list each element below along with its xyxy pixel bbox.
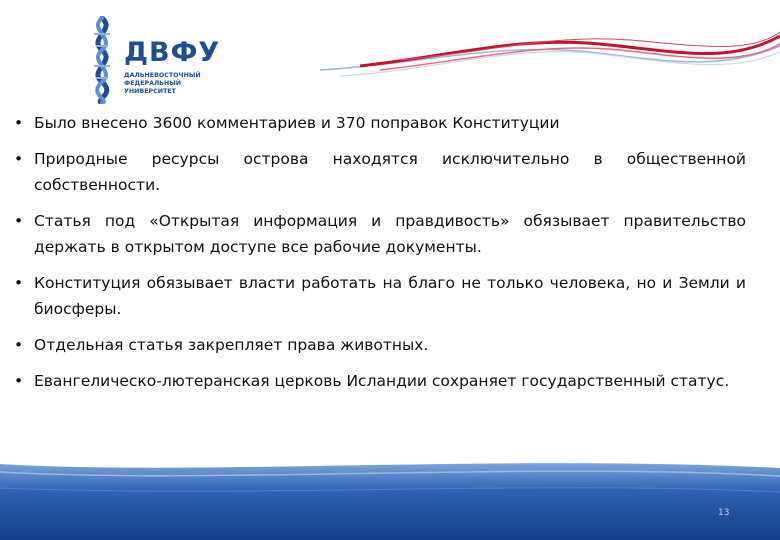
bullet-list [14,110,746,394]
bullet-dot-icon: • [14,114,24,132]
university-logo [80,16,220,106]
bullet-item [14,270,746,322]
bullet-text: Отдельная статья закрепляет права животных. [34,336,429,354]
logo-subtitle-line: УНИВЕРСИТЕТ [124,88,176,95]
bullet-item [14,146,746,198]
bullet-text: Природные ресурсы острова находятся исключительно в общественной собственности. [34,150,746,194]
bullet-text: Статья под «Открытая информация и правдивость» обязывает правительство держать в открытом доступе все рабочие документы. [34,212,746,256]
slide-content [14,110,746,404]
bullet-dot-icon: • [14,274,24,292]
bullet-text: Конституция обязывает власти работать на благо не только человека, но и Земли и биосферы. [34,274,746,318]
bullet-dot-icon: • [14,336,24,354]
logo-subtitle [124,72,220,96]
bullet-text: Евангелическо-лютеранская церковь Исландии сохраняет государственный статус. [34,372,730,390]
footer-band [0,458,780,540]
decorative-waves [300,30,780,90]
bullet-item [14,332,746,358]
logo-title: ДВФУ [124,37,221,68]
page-number: 13 [718,508,730,518]
bullet-dot-icon: • [14,212,24,230]
bullet-text: Было внесено 3600 комментариев и 370 поправок Конституции [34,114,560,132]
logo-subtitle-line: ДАЛЬНЕВОСТОЧНЫЙ [124,72,201,79]
bullet-dot-icon: • [14,150,24,168]
bullet-item [14,208,746,260]
bullet-item [14,110,746,136]
dna-helix-logo-icon [80,16,124,104]
bullet-dot-icon: • [14,372,24,390]
logo-subtitle-line: ФЕДЕРАЛЬНЫЙ [124,80,182,87]
bullet-item [14,368,746,394]
